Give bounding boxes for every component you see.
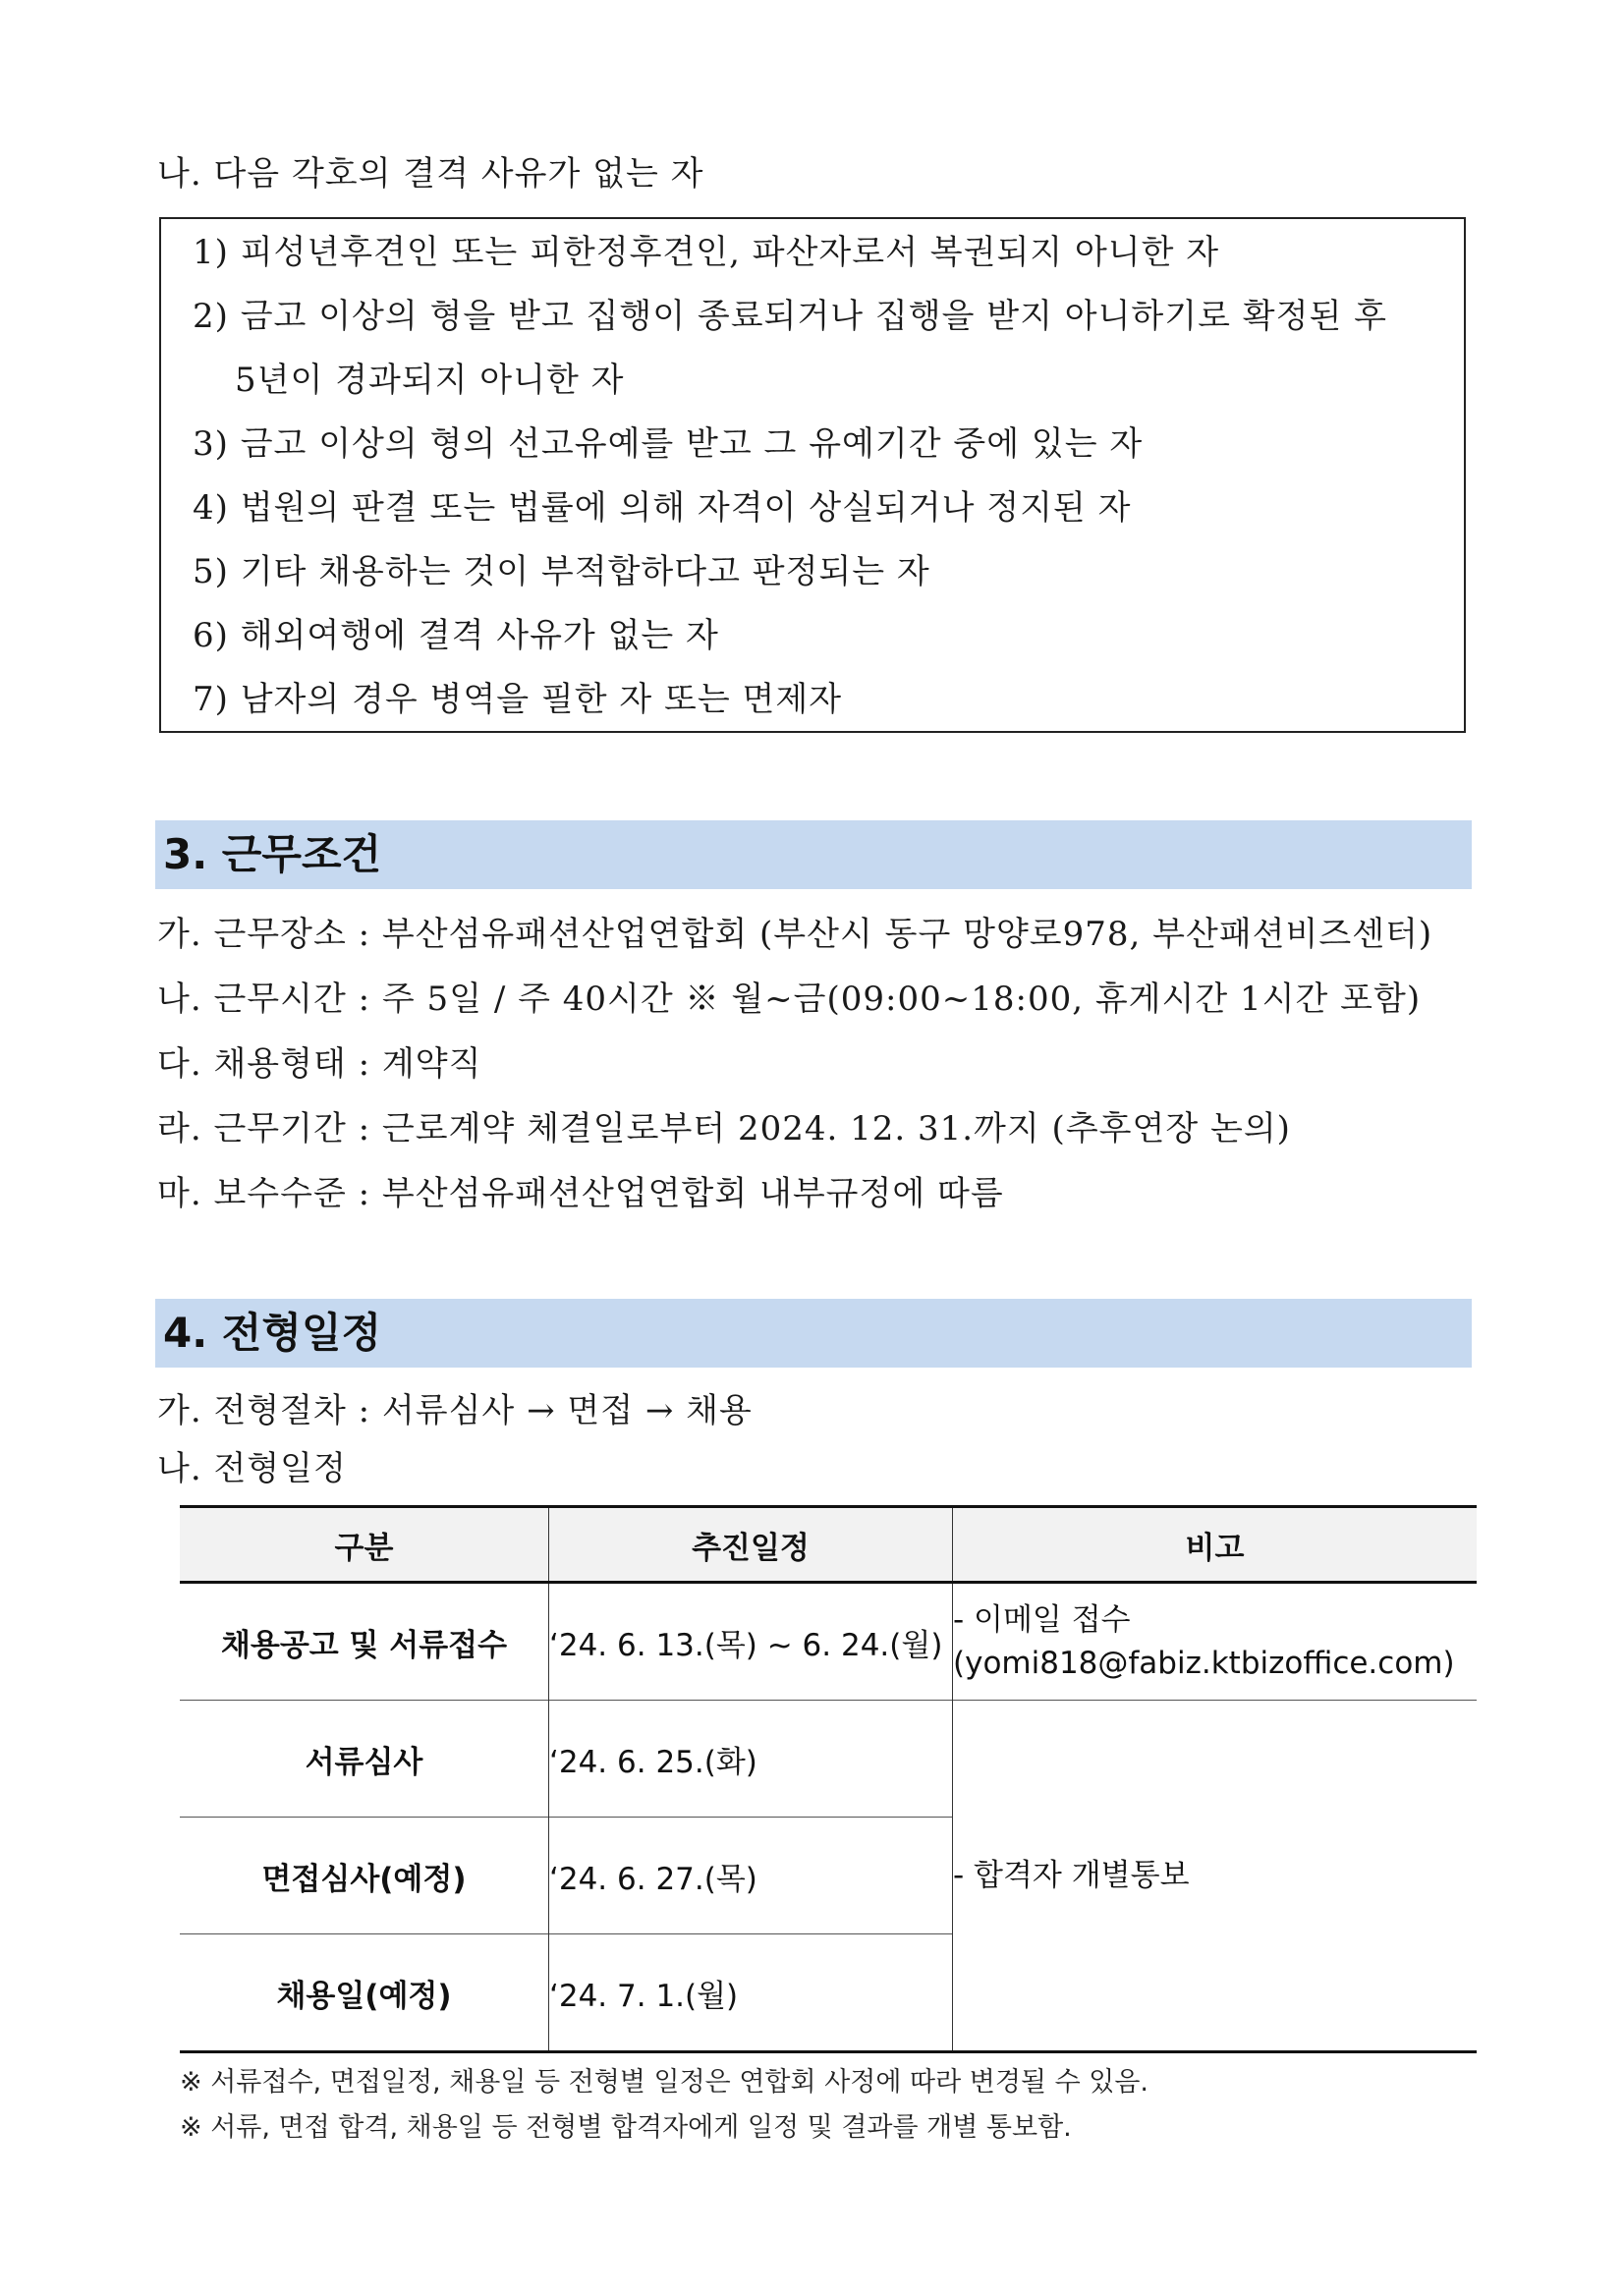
section-4-header (155, 1299, 1472, 1368)
column-header-stage: 구분 (180, 1507, 549, 1583)
work-hours-line: 나. 근무시간 : 주 5일 / 주 40시간 ※ 월~금(09:00~18:00, 휴게시간 1시간 포함) (157, 980, 1422, 1019)
section-4-title: 4. 전형일정 (163, 1309, 382, 1357)
note-email-label: - 이메일 접수 (953, 1602, 1131, 1638)
schedule-table (180, 1505, 1477, 2053)
table-header-row (180, 1507, 1477, 1583)
footnote: ※ 서류접수, 면접일정, 채용일 등 전형별 일정은 연합회 사정에 따라 변경될 수 있음. (180, 2067, 1148, 2098)
salary-line: 마. 보수수준 : 부산섬유패션산업연합회 내부규정에 따름 (157, 1174, 1004, 1213)
disqualification-item: 1) 피성년후견인 또는 피한정후견인, 파산자로서 복권되지 아니한 자 (193, 233, 1220, 272)
disqualification-box (159, 217, 1466, 733)
disqualification-item: 2) 금고 이상의 형을 받고 집행이 종료되거나 집행을 받지 아니하기로 확정된 후 (193, 297, 1387, 336)
footnote: ※ 서류, 면접 합격, 채용일 등 전형별 합격자에게 일정 및 결과를 개별 통보함. (180, 2112, 1072, 2143)
note-email-address: (yomi818@fabiz.ktbizoffice.com) (953, 1646, 1455, 1681)
date-cell: ‘24. 6. 27.(목) (549, 1818, 953, 1934)
note-merged-cell: - 합격자 개별통보 (953, 1701, 1478, 2052)
note-cell (953, 1583, 1478, 1701)
work-period-line: 라. 근무기간 : 근로계약 체결일로부터 2024. 12. 31.까지 (추후연장 논의) (157, 1109, 1291, 1148)
disqualification-item: 4) 법원의 판결 또는 법률에 의해 자격이 상실되거나 정지된 자 (193, 488, 1132, 528)
stage-cell: 면접심사(예정) (180, 1818, 549, 1934)
disqualification-item: 7) 남자의 경우 병역을 필한 자 또는 면제자 (193, 680, 843, 719)
column-header-note: 비고 (953, 1507, 1478, 1583)
disqualification-item: 6) 해외여행에 결격 사유가 없는 자 (193, 616, 719, 655)
date-cell: ‘24. 6. 13.(목) ~ 6. 24.(월) (549, 1583, 953, 1701)
section-3-header (155, 820, 1472, 889)
column-header-date: 추진일정 (549, 1507, 953, 1583)
table-row (180, 1583, 1477, 1701)
table-row (180, 1701, 1477, 1818)
disqualification-heading: 나. 다음 각호의 결격 사유가 없는 자 (157, 154, 704, 194)
selection-process-line: 가. 전형절차 : 서류심사 → 면접 → 채용 (157, 1391, 753, 1430)
employment-type-line: 다. 채용형태 : 계약직 (157, 1044, 482, 1084)
selection-schedule-label: 나. 전형일정 (157, 1449, 347, 1488)
work-location-line: 가. 근무장소 : 부산섬유패션산업연합회 (부산시 동구 망양로978, 부산패션비즈센터) (157, 915, 1433, 954)
disqualification-item: 3) 금고 이상의 형의 선고유예를 받고 그 유예기간 중에 있는 자 (193, 424, 1144, 464)
disqualification-item: 5) 기타 채용하는 것이 부적합하다고 판정되는 자 (193, 552, 930, 591)
disqualification-item-continued: 5년이 경과되지 아니한 자 (235, 361, 625, 400)
date-cell: ‘24. 7. 1.(월) (549, 1934, 953, 2052)
section-3-title: 3. 근무조건 (163, 830, 382, 878)
stage-cell: 서류심사 (180, 1701, 549, 1818)
stage-cell: 채용일(예정) (180, 1934, 549, 2052)
date-cell: ‘24. 6. 25.(화) (549, 1701, 953, 1818)
stage-cell: 채용공고 및 서류접수 (180, 1583, 549, 1701)
